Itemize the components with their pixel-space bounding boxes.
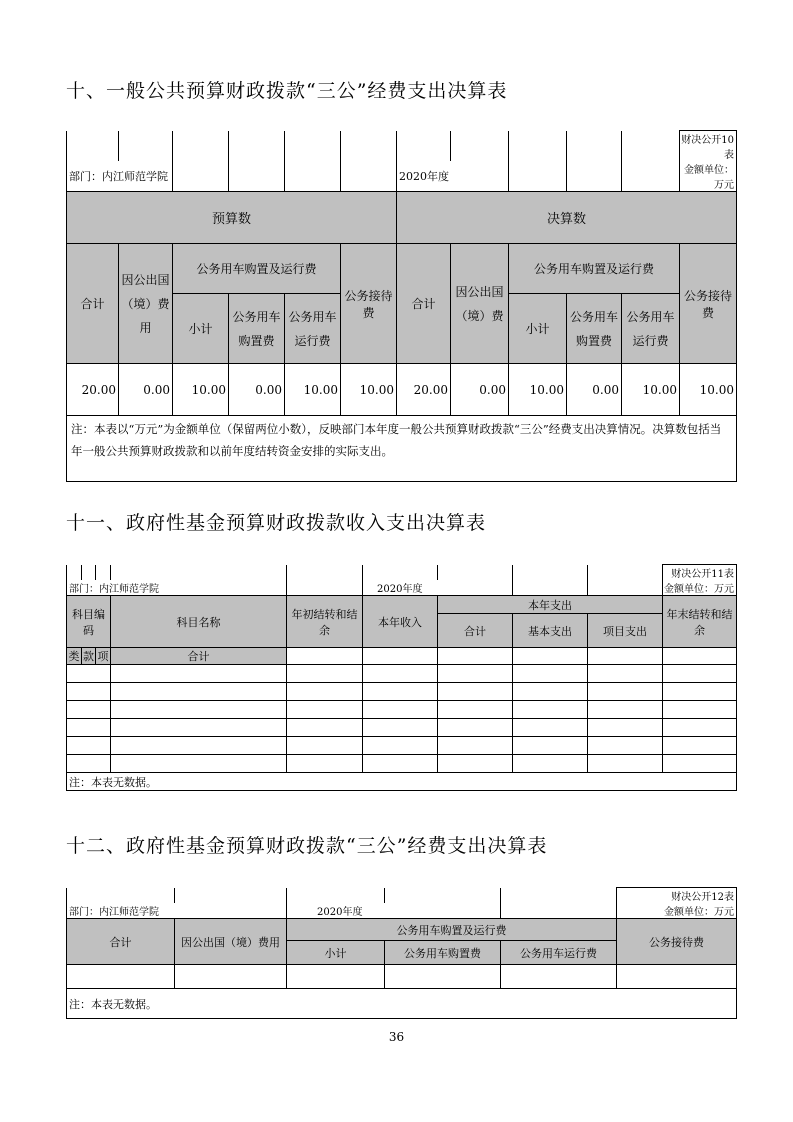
t12-car-run-header: 公务用车运行费 [501, 941, 617, 965]
value-cell: 0.00 [119, 364, 173, 416]
table-10-unit: 金额单位：万元 [680, 161, 737, 192]
value-cell: 10.00 [622, 364, 680, 416]
budget-sub-header: 小计 [173, 294, 229, 364]
final-car-buy-header: 公务用车购置费 [567, 294, 622, 364]
table-12-dept: 部门：内江师范学院 [67, 903, 287, 919]
budget-car-buy-header: 公务用车购置费 [229, 294, 285, 364]
table-12-number: 财决公开12表 [617, 888, 737, 904]
table-row [67, 965, 737, 989]
final-reception-header: 公务接待费 [680, 244, 737, 364]
xiang-header: 项 [96, 648, 111, 665]
table-10 [66, 130, 737, 482]
kuan-header: 款 [82, 648, 96, 665]
table-10-dept: 部门：内江师范学院 [67, 161, 173, 192]
budget-reception-header: 公务接待费 [341, 244, 397, 364]
table-12-note: 注：本表无数据。 [67, 989, 737, 1019]
value-cell: 0.00 [451, 364, 509, 416]
value-cell: 10.00 [173, 364, 229, 416]
table-row [67, 719, 737, 737]
final-abroad-header: 因公出国（境）费 [451, 244, 509, 364]
table-11-dept: 部门：内江师范学院 [67, 580, 287, 596]
table-12-year: 2020年度 [287, 903, 501, 919]
table-11-number: 财决公开11表 [663, 565, 737, 581]
budget-car-header: 公务用车购置及运行费 [173, 244, 341, 294]
value-cell: 0.00 [229, 364, 285, 416]
value-cell: 10.00 [680, 364, 737, 416]
value-cell: 0.00 [567, 364, 622, 416]
value-cell: 10.00 [285, 364, 341, 416]
project-header: 项目支出 [588, 614, 663, 648]
budget-abroad-header: 因公出国（境）费用 [119, 244, 173, 364]
expense-total-header: 合计 [438, 614, 513, 648]
t12-sub-header: 小计 [287, 941, 385, 965]
budget-header: 预算数 [67, 192, 397, 244]
section-10-title: 十、一般公共预算财政拨款“三公”经费支出决算表 [66, 80, 508, 102]
table-row [67, 701, 737, 719]
final-header: 决算数 [397, 192, 737, 244]
table-row [67, 683, 737, 701]
page-number: 36 [388, 1030, 405, 1044]
section-12-title: 十二、政府性基金预算财政拨款“三公”经费支出决算表 [66, 835, 548, 857]
budget-car-run-header: 公务用车运行费 [285, 294, 341, 364]
final-sub-header: 小计 [509, 294, 567, 364]
total-row-label: 合计 [111, 648, 287, 665]
budget-total-header: 合计 [67, 244, 119, 364]
code-header: 科目编码 [67, 596, 111, 648]
table-row [67, 665, 737, 683]
table-11-note: 注：本表无数据。 [67, 773, 737, 791]
value-cell: 20.00 [397, 364, 451, 416]
section-11-title: 十一、政府性基金预算财政拨款收入支出决算表 [66, 512, 487, 534]
table-12-unit: 金额单位：万元 [617, 903, 737, 919]
value-cell: 20.00 [67, 364, 119, 416]
lei-header: 类 [67, 648, 82, 665]
table-11 [66, 564, 737, 791]
end-header: 年末结转和结余 [663, 596, 737, 648]
table-row [67, 737, 737, 755]
t12-car-buy-header: 公务用车购置费 [385, 941, 501, 965]
table-12 [66, 887, 737, 1019]
table-10-number: 财决公开10表 [680, 131, 737, 162]
expense-header: 本年支出 [438, 596, 663, 614]
final-total-header: 合计 [397, 244, 451, 364]
begin-header: 年初结转和结余 [287, 596, 363, 648]
final-car-run-header: 公务用车运行费 [622, 294, 680, 364]
value-cell: 10.00 [341, 364, 397, 416]
t12-abroad-header: 因公出国（境）费用 [175, 919, 287, 965]
t12-total-header: 合计 [67, 919, 175, 965]
final-car-header: 公务用车购置及运行费 [509, 244, 680, 294]
value-cell: 10.00 [509, 364, 567, 416]
table-row [67, 755, 737, 773]
basic-header: 基本支出 [513, 614, 588, 648]
name-header: 科目名称 [111, 596, 287, 648]
t12-car-header: 公务用车购置及运行费 [287, 919, 617, 941]
table-11-unit: 金额单位：万元 [663, 580, 737, 596]
t12-reception-header: 公务接待费 [617, 919, 737, 965]
table-10-note: 注：本表以“万元”为金额单位（保留两位小数），反映部门本年度一般公共预算财政拨款“三公”经费支出决算情况。决算数包括当年一般公共预算财政拨款和以前年度结转资金安排的实际支出。 [67, 416, 737, 482]
table-10-year: 2020年度 [397, 161, 509, 192]
table-11-year: 2020年度 [363, 580, 513, 596]
income-header: 本年收入 [363, 596, 438, 648]
